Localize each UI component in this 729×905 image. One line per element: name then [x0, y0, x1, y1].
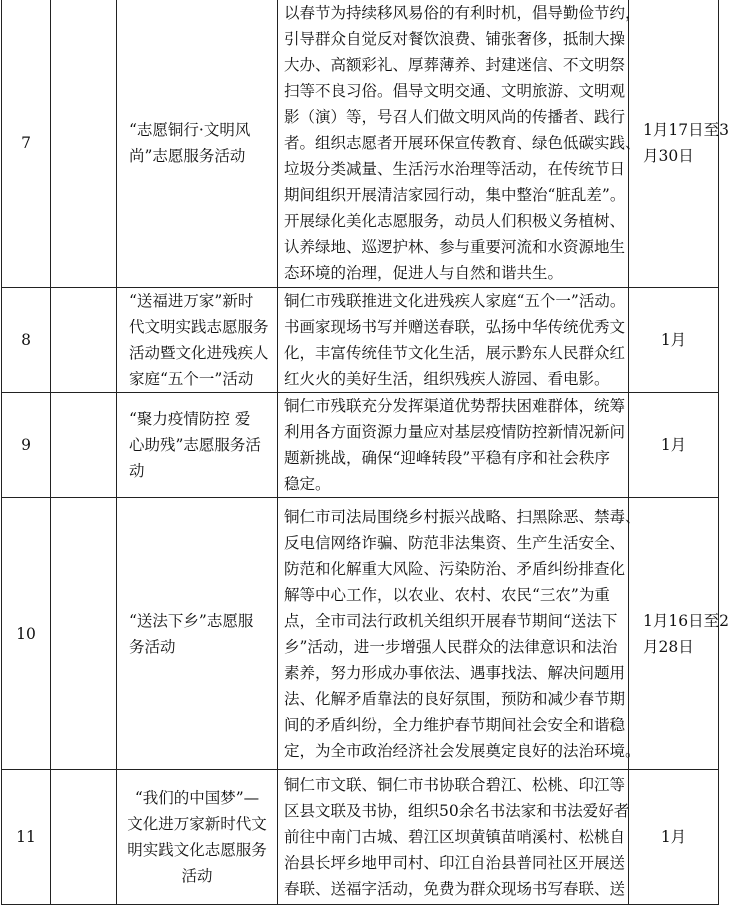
desc-line: 题新挑战，确保“迎峰转段”平稳有序和社会秩序: [284, 449, 610, 467]
desc-line: 春联、送福字活动，免费为群众现场书写春联、送: [284, 880, 626, 898]
row-number: 11: [2, 770, 51, 905]
desc-line: 红火火的美好生活，组织残疾人游园、看电影。: [284, 370, 610, 388]
activity-name: [117, 393, 278, 498]
desc-line: 定，为全市政治经济社会发展奠定良好的法治环境。: [284, 741, 641, 760]
desc-line: 引导群众自觉反对餐饮浪费、铺张奢侈，抵制大操: [284, 30, 626, 48]
desc-line: 期间组织开展清洁家园行动，集中整治“脏乱差”。: [284, 186, 626, 204]
desc-line: 垃圾分类减量、生活污水治理等活动，在传统节日: [284, 160, 626, 178]
name-line: 文化进万家新时代文: [127, 815, 267, 833]
activity-time: [629, 393, 719, 498]
time-line: 1月16日至2: [643, 611, 729, 630]
time-line: 月30日: [643, 147, 694, 165]
desc-line: 治县长坪乡地甲司村、印江自治县普同社区开展送: [284, 854, 626, 872]
desc-line: 稳定。: [284, 475, 331, 493]
name-line: 务活动: [129, 637, 176, 656]
desc-line: 点，全市司法行政机关组织开展春节期间“送法下: [284, 611, 618, 630]
desc-line: 开展绿化美化志愿服务，动员人们积极义务植树、: [284, 212, 626, 230]
activity-description: [278, 498, 641, 770]
name-line: “志愿铜行·文明风: [129, 121, 251, 139]
desc-line: 铜仁市残联推进文化进残疾人家庭“五个一”活动。: [284, 292, 626, 310]
desc-line: 铜仁市残联充分发挥渠道优势帮扶困难群体，统筹: [284, 397, 626, 415]
table-row: [2, 288, 719, 393]
activity-time: [629, 0, 729, 288]
blank-cell: [51, 0, 117, 288]
name-line: 尚”志愿服务活动: [129, 147, 246, 165]
name-line: 明实践文化志愿服务: [127, 841, 267, 859]
name-line: 心助残”志愿服务活: [129, 436, 261, 454]
row-number: 7: [2, 0, 51, 288]
activity-description: [278, 393, 629, 498]
table-row: [2, 393, 719, 498]
desc-line: 态环境的治理，促进人与自然和谐共生。: [284, 264, 564, 282]
time-line: 1月: [660, 331, 687, 349]
desc-line: 以春节为持续移风易俗的有利时机，倡导勤俭节约，: [284, 4, 641, 22]
activity-description: [278, 770, 629, 905]
name-line: “我们的中国梦”—: [134, 789, 260, 807]
desc-line: 防范和化解重大风险、污染防治、矛盾纠纷排查化: [284, 559, 626, 578]
desc-line: 法、化解矛盾靠法的良好氛围，预防和减少春节期: [284, 689, 626, 708]
activity-name: [117, 0, 278, 288]
name-line: 活动暨文化进残疾人: [129, 344, 269, 362]
row-number: 10: [2, 498, 51, 770]
desc-line: 解等中心工作，以农业、农村、农民“三农”为重: [284, 585, 610, 604]
row-number: 8: [2, 288, 51, 393]
desc-line: 者。组织志愿者开展环保宣传教育、绿色低碳实践、: [284, 134, 641, 152]
activity-time: [629, 770, 719, 905]
blank-cell: [51, 770, 117, 905]
activity-time: [629, 288, 719, 393]
desc-line: 利用各方面资源力量应对基层疫情防控新情况新问: [284, 423, 626, 441]
activity-name: [117, 288, 278, 393]
name-line: 代文明实践志愿服务: [129, 318, 269, 336]
desc-line: 书画家现场书写并赠送春联，弘扬中华传统优秀文: [284, 318, 626, 336]
activity-name: [117, 770, 278, 905]
name-line: 家庭“五个一”活动: [129, 370, 254, 388]
desc-line: 扫等不良习俗。倡导文明交通、文明旅游、文明观: [284, 82, 626, 100]
time-line: 1月: [660, 436, 687, 454]
table-row: [2, 770, 719, 905]
time-line: 月28日: [643, 637, 694, 656]
table-row: [2, 498, 719, 770]
desc-line: 铜仁市文联、铜仁市书协联合碧江、松桃、印江等: [284, 776, 626, 794]
time-line: 1月17日至3: [643, 121, 729, 139]
desc-line: 影（演）等，号召人们做文明风尚的传播者、践行: [284, 108, 626, 126]
blank-cell: [51, 393, 117, 498]
name-line: “聚力疫情防控 爱: [129, 410, 251, 428]
activity-name: [117, 498, 278, 770]
activity-table: [1, 0, 729, 905]
desc-line: 乡”活动，进一步增强人民群众的法律意识和法治: [284, 637, 618, 656]
activity-description: [278, 0, 641, 288]
desc-line: 化，丰富传统佳节文化生活，展示黔东人民群众红: [284, 344, 626, 362]
table-row: [2, 0, 719, 288]
desc-line: 素养，努力形成办事依法、遇事找法、解决问题用: [284, 663, 626, 682]
desc-line: 铜仁市司法局围绕乡村振兴战略、扫黑除恶、禁毒、: [284, 507, 641, 526]
desc-line: 前往中南门古城、碧江区坝黄镇苗哨溪村、松桃自: [284, 828, 626, 846]
row-number: 9: [2, 393, 51, 498]
blank-cell: [51, 288, 117, 393]
time-line: 1月: [660, 828, 687, 846]
activity-description: [278, 288, 629, 393]
desc-line: 反电信网络诈骗、防范非法集资、生产生活安全、: [284, 533, 626, 552]
desc-line: 认养绿地、巡逻护林、参与重要河流和水资源地生: [284, 238, 626, 256]
blank-cell: [51, 498, 117, 770]
name-line: 动: [129, 462, 145, 480]
desc-line: 区县文联及书协，组织50余名书法家和书法爱好者: [284, 802, 630, 820]
name-line: “送法下乡”志愿服: [129, 611, 254, 630]
desc-line: 间的矛盾纠纷，全力维护春节期间社会安全和谐稳: [284, 715, 626, 734]
name-line: 活动: [181, 867, 213, 885]
activity-time: [629, 498, 729, 770]
desc-line: 大办、高额彩礼、厚葬薄养、封建迷信、不文明祭: [284, 56, 626, 74]
name-line: “送福进万家”新时: [129, 292, 254, 310]
